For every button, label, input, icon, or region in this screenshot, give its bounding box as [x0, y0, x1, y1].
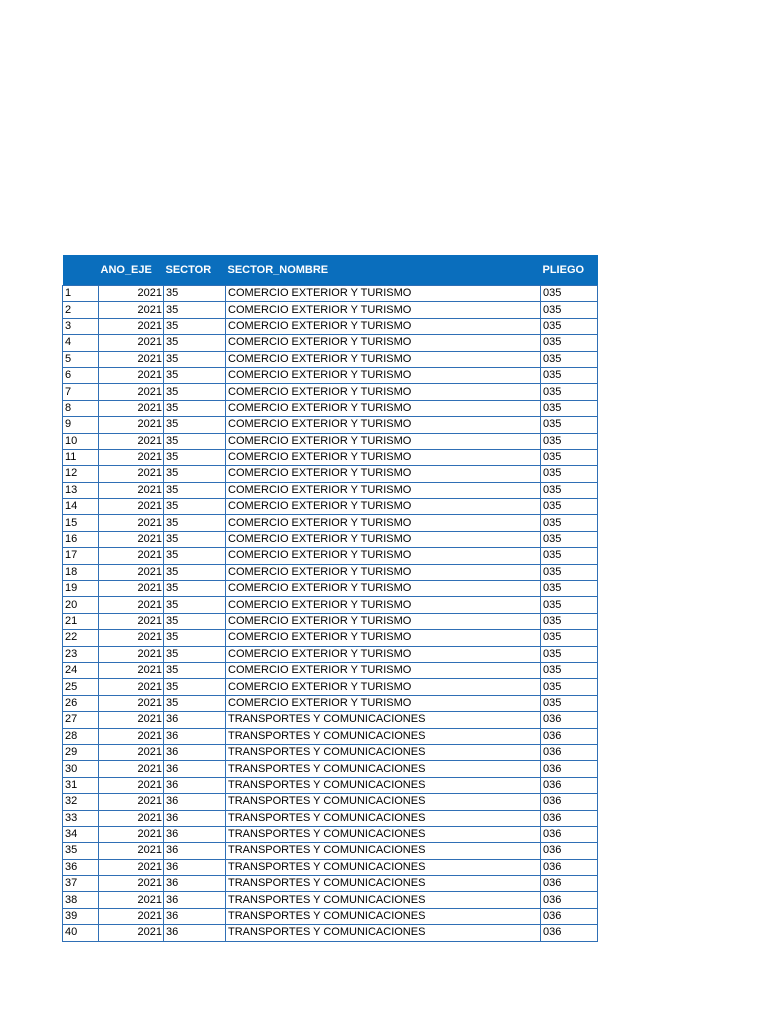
cell-sector: 36	[164, 859, 226, 875]
table-row	[63, 761, 598, 777]
cell-index: 26	[63, 695, 99, 711]
cell-sector: 36	[164, 794, 226, 810]
cell-sector: 36	[164, 843, 226, 859]
cell-index: 23	[63, 646, 99, 662]
cell-sector-nombre: COMERCIO EXTERIOR Y TURISMO	[226, 531, 541, 547]
table-row	[63, 712, 598, 728]
cell-pliego: 035	[541, 335, 598, 351]
cell-index: 25	[63, 679, 99, 695]
cell-index: 24	[63, 662, 99, 678]
cell-pliego: 035	[541, 367, 598, 383]
cell-sector-nombre: COMERCIO EXTERIOR Y TURISMO	[226, 499, 541, 515]
cell-ano-eje: 2021	[99, 777, 164, 793]
cell-index: 39	[63, 908, 99, 924]
cell-pliego: 036	[541, 810, 598, 826]
cell-sector-nombre: COMERCIO EXTERIOR Y TURISMO	[226, 400, 541, 416]
cell-ano-eje: 2021	[99, 695, 164, 711]
cell-ano-eje: 2021	[99, 794, 164, 810]
cell-pliego: 036	[541, 892, 598, 908]
cell-ano-eje: 2021	[99, 679, 164, 695]
cell-sector-nombre: TRANSPORTES Y COMUNICACIONES	[226, 744, 541, 760]
cell-pliego: 036	[541, 876, 598, 892]
cell-ano-eje: 2021	[99, 449, 164, 465]
cell-index: 3	[63, 318, 99, 334]
cell-sector: 35	[164, 515, 226, 531]
table-row	[63, 679, 598, 695]
cell-sector: 36	[164, 777, 226, 793]
cell-ano-eje: 2021	[99, 302, 164, 318]
cell-sector-nombre: COMERCIO EXTERIOR Y TURISMO	[226, 679, 541, 695]
header-index	[63, 255, 99, 286]
cell-index: 13	[63, 482, 99, 498]
table-row	[63, 466, 598, 482]
cell-sector: 36	[164, 810, 226, 826]
cell-sector-nombre: TRANSPORTES Y COMUNICACIONES	[226, 843, 541, 859]
cell-ano-eje: 2021	[99, 335, 164, 351]
cell-pliego: 036	[541, 925, 598, 941]
cell-ano-eje: 2021	[99, 597, 164, 613]
table-row	[63, 433, 598, 449]
cell-index: 40	[63, 925, 99, 941]
table-row	[63, 286, 598, 302]
cell-index: 33	[63, 810, 99, 826]
cell-sector: 35	[164, 695, 226, 711]
cell-pliego: 035	[541, 384, 598, 400]
cell-sector: 35	[164, 302, 226, 318]
cell-pliego: 036	[541, 843, 598, 859]
cell-ano-eje: 2021	[99, 482, 164, 498]
cell-sector: 35	[164, 662, 226, 678]
table-row	[63, 597, 598, 613]
cell-sector: 35	[164, 499, 226, 515]
data-sheet	[62, 255, 597, 942]
cell-sector: 35	[164, 367, 226, 383]
cell-pliego: 035	[541, 433, 598, 449]
table-row	[63, 417, 598, 433]
cell-index: 10	[63, 433, 99, 449]
cell-ano-eje: 2021	[99, 925, 164, 941]
table-row	[63, 613, 598, 629]
cell-pliego: 036	[541, 859, 598, 875]
cell-sector: 36	[164, 712, 226, 728]
cell-index: 11	[63, 449, 99, 465]
table-row	[63, 564, 598, 580]
cell-pliego: 036	[541, 794, 598, 810]
table-row	[63, 908, 598, 924]
cell-sector: 35	[164, 433, 226, 449]
cell-pliego: 035	[541, 581, 598, 597]
cell-index: 8	[63, 400, 99, 416]
cell-pliego: 035	[541, 679, 598, 695]
cell-pliego: 035	[541, 695, 598, 711]
cell-ano-eje: 2021	[99, 351, 164, 367]
cell-index: 19	[63, 581, 99, 597]
cell-sector: 35	[164, 351, 226, 367]
cell-ano-eje: 2021	[99, 515, 164, 531]
table-row	[63, 925, 598, 941]
cell-ano-eje: 2021	[99, 400, 164, 416]
cell-sector: 36	[164, 892, 226, 908]
cell-index: 17	[63, 548, 99, 564]
cell-pliego: 035	[541, 662, 598, 678]
cell-pliego: 035	[541, 564, 598, 580]
cell-index: 22	[63, 630, 99, 646]
cell-pliego: 035	[541, 548, 598, 564]
table-row	[63, 351, 598, 367]
header-ano-eje: ANO_EJE	[99, 255, 164, 286]
cell-sector-nombre: TRANSPORTES Y COMUNICACIONES	[226, 810, 541, 826]
cell-sector: 36	[164, 925, 226, 941]
cell-pliego: 035	[541, 351, 598, 367]
cell-pliego: 036	[541, 761, 598, 777]
cell-sector-nombre: COMERCIO EXTERIOR Y TURISMO	[226, 449, 541, 465]
table-row	[63, 826, 598, 842]
cell-sector: 35	[164, 548, 226, 564]
header-sector-nombre: SECTOR_NOMBRE	[226, 255, 541, 286]
cell-ano-eje: 2021	[99, 466, 164, 482]
cell-ano-eje: 2021	[99, 548, 164, 564]
cell-pliego: 035	[541, 531, 598, 547]
cell-ano-eje: 2021	[99, 499, 164, 515]
cell-ano-eje: 2021	[99, 564, 164, 580]
cell-pliego: 035	[541, 630, 598, 646]
cell-ano-eje: 2021	[99, 712, 164, 728]
table-row	[63, 630, 598, 646]
cell-index: 37	[63, 876, 99, 892]
cell-sector-nombre: COMERCIO EXTERIOR Y TURISMO	[226, 417, 541, 433]
cell-pliego: 036	[541, 744, 598, 760]
cell-pliego: 035	[541, 482, 598, 498]
cell-ano-eje: 2021	[99, 318, 164, 334]
cell-sector: 35	[164, 417, 226, 433]
cell-sector: 35	[164, 318, 226, 334]
cell-sector: 35	[164, 482, 226, 498]
cell-pliego: 035	[541, 449, 598, 465]
cell-ano-eje: 2021	[99, 367, 164, 383]
cell-sector-nombre: COMERCIO EXTERIOR Y TURISMO	[226, 351, 541, 367]
cell-sector: 35	[164, 286, 226, 302]
cell-sector: 35	[164, 679, 226, 695]
table-row	[63, 892, 598, 908]
cell-ano-eje: 2021	[99, 433, 164, 449]
cell-pliego: 036	[541, 728, 598, 744]
cell-sector: 36	[164, 761, 226, 777]
table-row	[63, 548, 598, 564]
cell-index: 31	[63, 777, 99, 793]
table-row	[63, 876, 598, 892]
cell-index: 28	[63, 728, 99, 744]
cell-sector: 36	[164, 908, 226, 924]
cell-index: 20	[63, 597, 99, 613]
cell-index: 38	[63, 892, 99, 908]
table-row	[63, 810, 598, 826]
cell-ano-eje: 2021	[99, 908, 164, 924]
cell-ano-eje: 2021	[99, 810, 164, 826]
cell-sector-nombre: TRANSPORTES Y COMUNICACIONES	[226, 876, 541, 892]
cell-ano-eje: 2021	[99, 859, 164, 875]
cell-index: 4	[63, 335, 99, 351]
cell-sector-nombre: TRANSPORTES Y COMUNICACIONES	[226, 794, 541, 810]
cell-sector: 36	[164, 744, 226, 760]
cell-sector: 35	[164, 400, 226, 416]
table-row	[63, 695, 598, 711]
cell-sector-nombre: COMERCIO EXTERIOR Y TURISMO	[226, 318, 541, 334]
cell-pliego: 036	[541, 712, 598, 728]
cell-sector-nombre: TRANSPORTES Y COMUNICACIONES	[226, 761, 541, 777]
table-row	[63, 728, 598, 744]
table-row	[63, 449, 598, 465]
cell-pliego: 035	[541, 286, 598, 302]
cell-sector: 35	[164, 564, 226, 580]
table-row	[63, 302, 598, 318]
cell-index: 35	[63, 843, 99, 859]
cell-index: 18	[63, 564, 99, 580]
cell-sector: 35	[164, 646, 226, 662]
cell-sector-nombre: TRANSPORTES Y COMUNICACIONES	[226, 908, 541, 924]
cell-sector: 35	[164, 531, 226, 547]
cell-index: 21	[63, 613, 99, 629]
cell-ano-eje: 2021	[99, 630, 164, 646]
cell-sector-nombre: COMERCIO EXTERIOR Y TURISMO	[226, 662, 541, 678]
cell-sector-nombre: TRANSPORTES Y COMUNICACIONES	[226, 925, 541, 941]
cell-pliego: 036	[541, 826, 598, 842]
cell-sector-nombre: COMERCIO EXTERIOR Y TURISMO	[226, 597, 541, 613]
table-row	[63, 482, 598, 498]
cell-index: 2	[63, 302, 99, 318]
cell-sector-nombre: COMERCIO EXTERIOR Y TURISMO	[226, 515, 541, 531]
cell-sector: 35	[164, 449, 226, 465]
cell-sector-nombre: COMERCIO EXTERIOR Y TURISMO	[226, 695, 541, 711]
table-row	[63, 777, 598, 793]
cell-sector-nombre: COMERCIO EXTERIOR Y TURISMO	[226, 433, 541, 449]
data-table	[62, 255, 598, 942]
cell-sector-nombre: COMERCIO EXTERIOR Y TURISMO	[226, 646, 541, 662]
table-row	[63, 662, 598, 678]
cell-pliego: 035	[541, 597, 598, 613]
cell-index: 36	[63, 859, 99, 875]
cell-pliego: 035	[541, 400, 598, 416]
cell-sector-nombre: COMERCIO EXTERIOR Y TURISMO	[226, 630, 541, 646]
table-row	[63, 794, 598, 810]
cell-sector: 35	[164, 630, 226, 646]
table-row	[63, 367, 598, 383]
cell-pliego: 036	[541, 908, 598, 924]
cell-ano-eje: 2021	[99, 826, 164, 842]
cell-sector-nombre: COMERCIO EXTERIOR Y TURISMO	[226, 466, 541, 482]
cell-ano-eje: 2021	[99, 531, 164, 547]
cell-ano-eje: 2021	[99, 384, 164, 400]
cell-ano-eje: 2021	[99, 613, 164, 629]
table-row	[63, 744, 598, 760]
cell-pliego: 035	[541, 417, 598, 433]
cell-sector-nombre: TRANSPORTES Y COMUNICACIONES	[226, 777, 541, 793]
cell-ano-eje: 2021	[99, 662, 164, 678]
cell-pliego: 035	[541, 646, 598, 662]
table-row	[63, 646, 598, 662]
cell-sector: 35	[164, 597, 226, 613]
cell-sector: 36	[164, 826, 226, 842]
cell-pliego: 035	[541, 318, 598, 334]
cell-pliego: 035	[541, 613, 598, 629]
cell-ano-eje: 2021	[99, 728, 164, 744]
table-row	[63, 318, 598, 334]
table-row	[63, 400, 598, 416]
cell-index: 5	[63, 351, 99, 367]
table-body	[63, 286, 598, 942]
cell-sector-nombre: COMERCIO EXTERIOR Y TURISMO	[226, 384, 541, 400]
cell-index: 15	[63, 515, 99, 531]
table-header	[63, 255, 598, 286]
header-row	[63, 255, 598, 286]
cell-sector-nombre: TRANSPORTES Y COMUNICACIONES	[226, 712, 541, 728]
table-row	[63, 515, 598, 531]
cell-sector: 35	[164, 613, 226, 629]
cell-sector-nombre: TRANSPORTES Y COMUNICACIONES	[226, 728, 541, 744]
cell-sector-nombre: COMERCIO EXTERIOR Y TURISMO	[226, 367, 541, 383]
table-row	[63, 531, 598, 547]
cell-pliego: 035	[541, 466, 598, 482]
cell-index: 9	[63, 417, 99, 433]
cell-index: 12	[63, 466, 99, 482]
cell-pliego: 035	[541, 302, 598, 318]
cell-index: 14	[63, 499, 99, 515]
table-row	[63, 843, 598, 859]
cell-sector-nombre: TRANSPORTES Y COMUNICACIONES	[226, 826, 541, 842]
cell-sector: 35	[164, 384, 226, 400]
cell-index: 6	[63, 367, 99, 383]
cell-sector-nombre: TRANSPORTES Y COMUNICACIONES	[226, 859, 541, 875]
table-row	[63, 384, 598, 400]
cell-ano-eje: 2021	[99, 843, 164, 859]
cell-ano-eje: 2021	[99, 761, 164, 777]
table-row	[63, 859, 598, 875]
cell-ano-eje: 2021	[99, 892, 164, 908]
cell-sector-nombre: COMERCIO EXTERIOR Y TURISMO	[226, 613, 541, 629]
header-pliego: PLIEGO	[541, 255, 598, 286]
cell-index: 27	[63, 712, 99, 728]
cell-pliego: 035	[541, 499, 598, 515]
cell-sector-nombre: COMERCIO EXTERIOR Y TURISMO	[226, 335, 541, 351]
cell-ano-eje: 2021	[99, 417, 164, 433]
cell-pliego: 036	[541, 777, 598, 793]
cell-pliego: 035	[541, 515, 598, 531]
cell-ano-eje: 2021	[99, 646, 164, 662]
cell-sector: 35	[164, 335, 226, 351]
cell-index: 7	[63, 384, 99, 400]
cell-index: 16	[63, 531, 99, 547]
cell-ano-eje: 2021	[99, 876, 164, 892]
cell-sector-nombre: TRANSPORTES Y COMUNICACIONES	[226, 892, 541, 908]
cell-sector: 36	[164, 728, 226, 744]
table-row	[63, 335, 598, 351]
cell-sector: 36	[164, 876, 226, 892]
cell-ano-eje: 2021	[99, 744, 164, 760]
cell-sector: 35	[164, 466, 226, 482]
table-row	[63, 499, 598, 515]
cell-sector-nombre: COMERCIO EXTERIOR Y TURISMO	[226, 302, 541, 318]
cell-index: 30	[63, 761, 99, 777]
cell-sector-nombre: COMERCIO EXTERIOR Y TURISMO	[226, 286, 541, 302]
cell-index: 1	[63, 286, 99, 302]
cell-sector-nombre: COMERCIO EXTERIOR Y TURISMO	[226, 564, 541, 580]
cell-index: 29	[63, 744, 99, 760]
header-sector: SECTOR	[164, 255, 226, 286]
cell-index: 34	[63, 826, 99, 842]
cell-ano-eje: 2021	[99, 286, 164, 302]
cell-index: 32	[63, 794, 99, 810]
cell-sector: 35	[164, 581, 226, 597]
table-row	[63, 581, 598, 597]
cell-sector-nombre: COMERCIO EXTERIOR Y TURISMO	[226, 482, 541, 498]
cell-sector-nombre: COMERCIO EXTERIOR Y TURISMO	[226, 581, 541, 597]
cell-ano-eje: 2021	[99, 581, 164, 597]
cell-sector-nombre: COMERCIO EXTERIOR Y TURISMO	[226, 548, 541, 564]
